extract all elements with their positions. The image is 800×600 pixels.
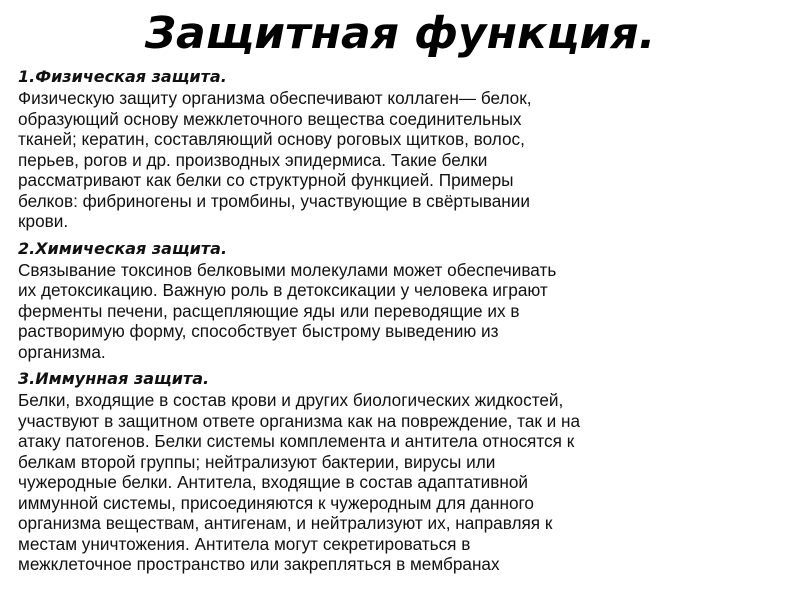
section-body <box>18 390 788 575</box>
section-heading <box>18 64 788 88</box>
section-heading <box>18 236 788 260</box>
text-line: образующий основу межклеточного вещества соединительных <box>18 108 522 129</box>
section-number: 3. <box>18 369 36 388</box>
text-line: организма. <box>18 341 106 362</box>
text-line: тканей; кератин, составляющий основу роговых щитков, волос, <box>18 129 525 149</box>
section-chemical-protection <box>18 236 788 363</box>
text-line: рассматривают как белки со структурной функцией. Примеры <box>18 170 514 190</box>
text-line: ферменты печени, расщепляющие яды или переводящие их в <box>18 300 520 321</box>
section-heading <box>18 366 788 390</box>
text-line: организма веществам, антигенам, и нейтрализуют их, направляя к <box>18 513 553 533</box>
text-line: атаку патогенов. Белки системы комплемента и антитела относятся к <box>18 431 575 451</box>
slide-content <box>18 64 788 579</box>
section-number: 2. <box>18 238 36 258</box>
text-line: перьев, рогов и др. производных эпидермиса. Такие белки <box>18 149 488 170</box>
text-line: иммунной системы, присоединяются к чужеродным для данного <box>18 492 534 513</box>
text-line: растворимую форму, способствует быстрому выведению из <box>18 321 499 341</box>
text-line: Физическую защиту организма обеспечивают коллаген— белок, <box>18 88 532 108</box>
text-line: межклеточное пространство или закрепляться в мембранах <box>18 554 500 574</box>
section-heading-text: Химическая защита. <box>35 238 228 258</box>
section-body <box>18 88 788 232</box>
section-heading-text: Физическая защита. <box>35 67 227 86</box>
text-line: их детоксикацию. Важную роль в детоксикации у человека играют <box>18 280 548 300</box>
text-line: крови. <box>18 211 69 231</box>
text-line: Связывание токсинов белковыми молекулами может обеспечивать <box>18 259 557 280</box>
section-immune-protection <box>18 366 788 575</box>
text-line: белкам второй группы; нейтрализуют бактерии, вирусы или <box>18 451 496 472</box>
section-physical-protection <box>18 64 788 232</box>
text-line: белков: фибриногены и тромбины, участвующие в свёртывании <box>18 190 530 211</box>
slide-title: Защитная функция. <box>144 8 656 59</box>
section-heading-text: Иммунная защита. <box>35 369 210 388</box>
section-number: 1. <box>18 67 36 86</box>
text-line: Белки, входящие в состав крови и других биологических жидкостей, <box>18 390 564 410</box>
text-line: чужеродные белки. Антитела, входящие в состав адаптативной <box>18 472 529 492</box>
section-body <box>18 260 788 363</box>
text-line: участвуют в защитном ответе организма как на повреждение, так и на <box>18 410 581 431</box>
text-line: местам уничтожения. Антитела могут секретироваться в <box>18 533 471 554</box>
